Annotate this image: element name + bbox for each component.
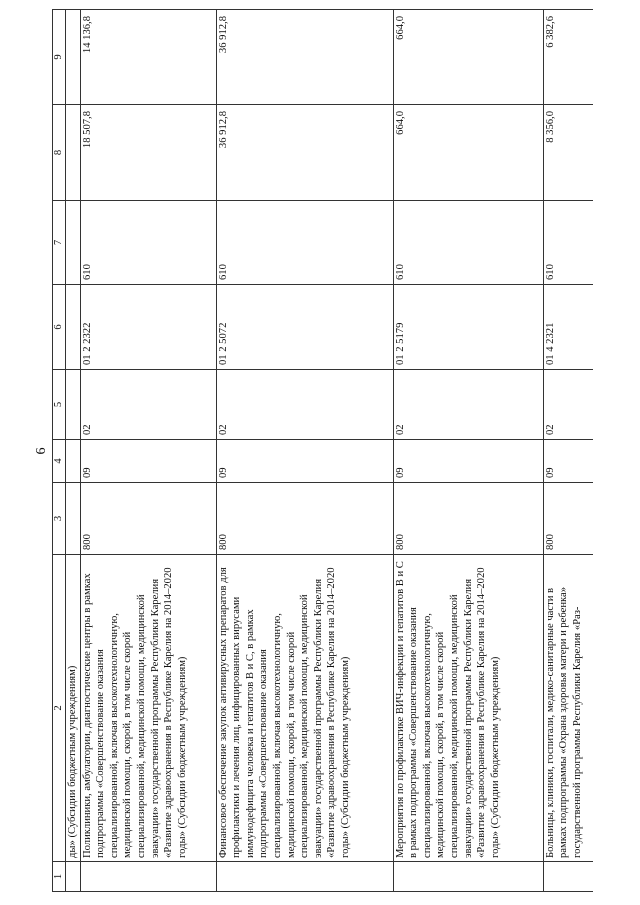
cell-section: 09 xyxy=(216,440,393,483)
header-cell: 7 xyxy=(53,201,66,285)
cell-expense-type: 610 xyxy=(216,201,393,285)
row-description: ды» (Субсидии бюджетным учреждениям) xyxy=(66,555,81,862)
row-description: Мероприятия по профилактике ВИЧ-инфекции и гепатитов В и С в рамках подпрограммы «Совершенствование оказания специализированной, включая высокотехнологичную, медицинской помощи, скорой, в том числе скорой специализированной, медицинской помощи, медицинской эвакуации» государственной программы Республики Карелия «Развитие здравоохранения в Республике Карелия на 2014–2020 годы» (Субсидии бюджетным учреждениям) xyxy=(393,555,543,862)
cell-amount-1: 8 356,0 xyxy=(543,105,593,201)
row-description: Больницы, клиники, госпитали, медико-санитарные части в рамках подпрограммы «Охрана здоровья матери и ребенка» государственной программы Республики Карелия «Раз- xyxy=(543,555,593,862)
cell-code: 800 xyxy=(80,483,216,555)
continuation-row xyxy=(66,10,81,892)
cell-amount-1: 36 912,8 xyxy=(216,105,393,201)
budget-table-rotated xyxy=(52,10,620,892)
cell-code: 800 xyxy=(216,483,393,555)
table-row xyxy=(393,10,543,892)
cell-target-article: 01 2 5072 xyxy=(216,285,393,370)
table-row xyxy=(543,10,593,892)
table-header-row xyxy=(53,10,66,892)
row-description: Финансовое обеспечение закупок антивирусных препаратов для профилактики и лечения лиц, инфицированных вирусами иммунодефицита человека и гепатитов В и С, в рамках подпрограммы «Совершенствование оказания специализированной, включая высокотехнологичную, медицинской помощи, скорой, в том числе скорой специализированной, медицинской помощи, медицинской эвакуации» государственной программы Республики Карелия «Развитие здравоохранения в Республике Карелия на 2014–2020 годы» (Субсидии бюджетным учреждениям) xyxy=(216,555,393,862)
cell-amount-2: 6 382,6 xyxy=(543,10,593,105)
table-row xyxy=(216,10,393,892)
header-cell: 8 xyxy=(53,105,66,201)
cell-expense-type: 610 xyxy=(80,201,216,285)
cell-subsection: 02 xyxy=(216,370,393,440)
header-cell: 9 xyxy=(53,10,66,105)
cell-section: 09 xyxy=(393,440,543,483)
cell-code: 800 xyxy=(543,483,593,555)
budget-table xyxy=(52,9,593,892)
cell-expense-type: 610 xyxy=(393,201,543,285)
cell-target-article: 01 4 2321 xyxy=(543,285,593,370)
header-cell: 2 xyxy=(53,555,66,862)
page-number: 6 xyxy=(34,447,49,455)
cell-target-article: 01 2 2322 xyxy=(80,285,216,370)
cell-subsection: 02 xyxy=(393,370,543,440)
cell-expense-type: 610 xyxy=(543,201,593,285)
header-cell: 6 xyxy=(53,285,66,370)
header-cell: 5 xyxy=(53,370,66,440)
row-description: Поликлиники, амбулатории, диагностические центры в рамках подпрограммы «Совершенствование оказания специализированной, включая высокотехнологичную, медицинской помощи, скорой, в том числе скорой специализированной, медицинской помощи, медицинской эвакуации» государственной программы Республики Карелия «Развитие здравоохранения в Республике Карелия на 2014–2020 годы» (Субсидии бюджетным учреждениям) xyxy=(80,555,216,862)
cell-amount-1: 664,0 xyxy=(393,105,543,201)
cell-target-article: 01 2 5179 xyxy=(393,285,543,370)
cell-section: 09 xyxy=(80,440,216,483)
cell-amount-2: 664,0 xyxy=(393,10,543,105)
table-row xyxy=(80,10,216,892)
header-cell: 1 xyxy=(53,862,66,892)
cell-section: 09 xyxy=(543,440,593,483)
cell-subsection: 02 xyxy=(543,370,593,440)
header-cell: 3 xyxy=(53,483,66,555)
header-cell: 4 xyxy=(53,440,66,483)
cell-subsection: 02 xyxy=(80,370,216,440)
cell-amount-2: 14 136,8 xyxy=(80,10,216,105)
cell-amount-1: 18 507,8 xyxy=(80,105,216,201)
cell-code: 800 xyxy=(393,483,543,555)
cell-amount-2: 36 912,8 xyxy=(216,10,393,105)
